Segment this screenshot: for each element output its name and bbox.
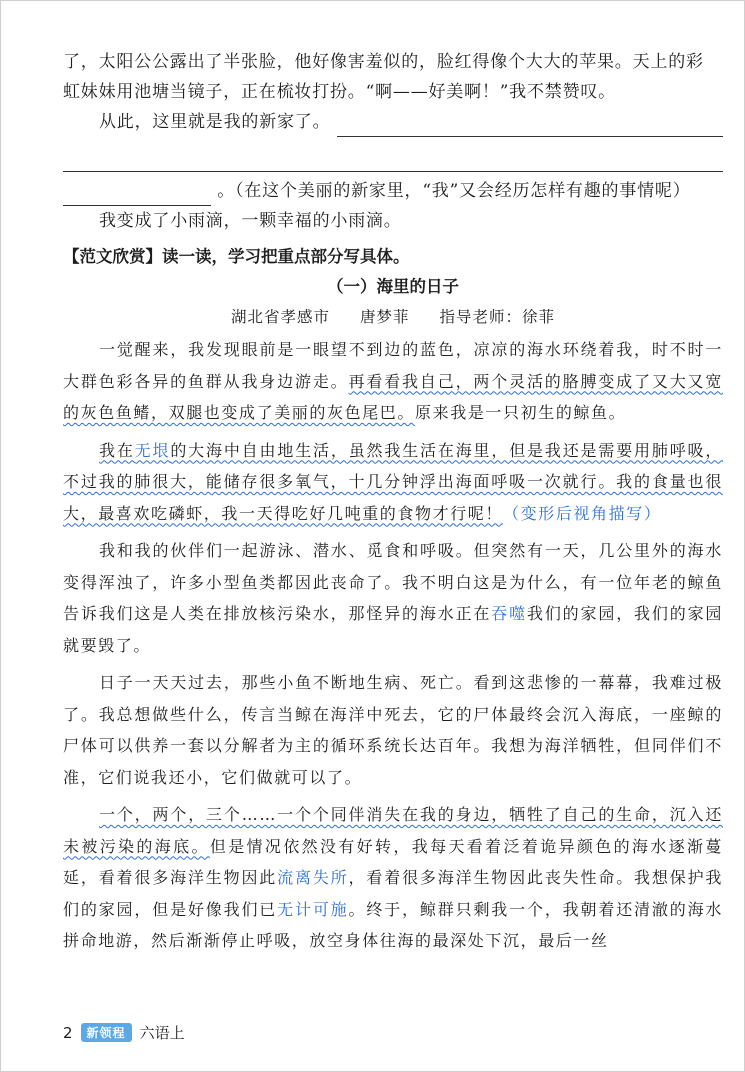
hint-text: 。（在这个美丽的新家里，“我”又会经历怎样有趣的事情呢） (217, 181, 691, 201)
answer-blank-3[interactable] (63, 187, 211, 206)
page-footer (63, 1022, 185, 1043)
answer-blank-2[interactable] (63, 137, 723, 172)
essay-paragraph-3 (63, 535, 723, 661)
intro-line-3 (63, 107, 723, 137)
author-school: 湖北省孝感市 (231, 308, 331, 326)
p5-highlight-word-1: 流离失所 (277, 868, 349, 887)
essay-paragraph-5 (63, 799, 723, 957)
p1-text-c: 原来我是一只初生的鲸鱼。 (415, 403, 627, 422)
essay-paragraph-1 (63, 334, 723, 429)
p5-text-c: ，看着很多海洋生物因此丧失性命。我想保护我们的家园，但是好像我们已 (63, 868, 724, 919)
p3-text-b: 我们的家园，我们的家园就要毁了。 (63, 604, 724, 655)
page-content (63, 47, 723, 957)
intro-line-2: 虹妹妹用池塘当镜子，正在梳妆打扮。“啊——好美啊！”我不禁赞叹。 (63, 82, 616, 102)
essay-byline (63, 302, 723, 334)
new-home-sentence: 从此，这里就是我的新家了。 (99, 112, 331, 132)
p5-highlight-word-2: 无计可施 (277, 899, 349, 919)
essay-title: （一）海里的日子 (327, 277, 459, 296)
p2-text-b: 的大海中自由地生活，虽然我生活在海里，但是我还是需要用肺呼吸，不过我的肺很大，能储存很多氧气，十几分钟浮出海面呼吸一次就行。我的食量也很大，最喜欢吃磷虾，我一天得吃好几吨重的食物才行呢！ (63, 440, 723, 523)
page-number: 2 (63, 1023, 73, 1042)
section-heading: 【范文欣赏】读一读，学习把重点部分写具体。 (63, 247, 410, 266)
intro-line-1: 了，太阳公公露出了半张脸，他好像害羞似的，脸红得像个大大的苹果。天上的彩 (63, 52, 704, 72)
essay-paragraph-4: 日子一天天过去，那些小鱼不断地生病、死亡。看到这悲惨的一幕幕，我难过极了。我总想做些什么，传言当鲸在海洋中死去，它的尸体最终会沉入海底，一座鲸的尸体可以供养一套以分解者为主的循环系统长达百年。我想为海洋牺牲，但同伴们不准，它们说我还小，它们做就可以了。 (63, 673, 723, 787)
hint-line (63, 176, 723, 206)
teacher-name: 指导老师：徐菲 (439, 308, 555, 326)
p2-text-a: 我在 (99, 440, 135, 460)
p5-underlined: 一个，两个，三个……一个个同伴消失在我的身边，牺牲了自己的生命，沉入还未被污染的海底。 (63, 805, 723, 856)
p3-highlight-word: 吞噬 (491, 604, 527, 623)
p2-annotation: （变形后视角描写） (503, 503, 662, 523)
p3-text-a: 我和我的伙伴们一起游泳、潜水、觅食和呼吸。但突然有一天，几公里外的海水变得浑浊了，许多小型鱼类都因此丧命了。我不明白这是为什么，有一位年老的鲸鱼告诉我们这是人类在排放核污染水，那怪异的海水正在 (63, 541, 723, 623)
intro-closing: 我变成了小雨滴，一颗幸福的小雨滴。 (99, 211, 402, 231)
p5-text-b: 但是情况依然没有好转，我每天看着泛着诡异颜色的海水逐渐蔓延，看着很多海洋生物因此 (63, 836, 723, 887)
essay-paragraph-2 (63, 435, 723, 530)
p1-underlined: 再看看我自己，两个灵活的胳膊变成了又大又宽的灰色鱼鳍，双腿也变成了美丽的灰色尾巴。 (63, 371, 723, 422)
answer-blank-1[interactable] (337, 118, 723, 137)
p5-text-d: 。终于，鲸群只剩我一个，我朝着还清澈的海水拼命地游，然后渐渐停止呼吸，放空身体往海的最深处下沉，最后一丝 (63, 899, 724, 950)
grade-label: 六语上 (139, 1024, 185, 1042)
brand-logo: 新领程 (81, 1023, 132, 1042)
p1-text-a: 一觉醒来，我发现眼前是一眼望不到边的蓝色，凉凉的海水环绕着我，时不时一大群色彩各异的鱼群从我身边游走。 (63, 340, 723, 391)
p2-highlight-word: 无垠 (134, 440, 171, 460)
author-name: 唐梦菲 (359, 308, 410, 326)
